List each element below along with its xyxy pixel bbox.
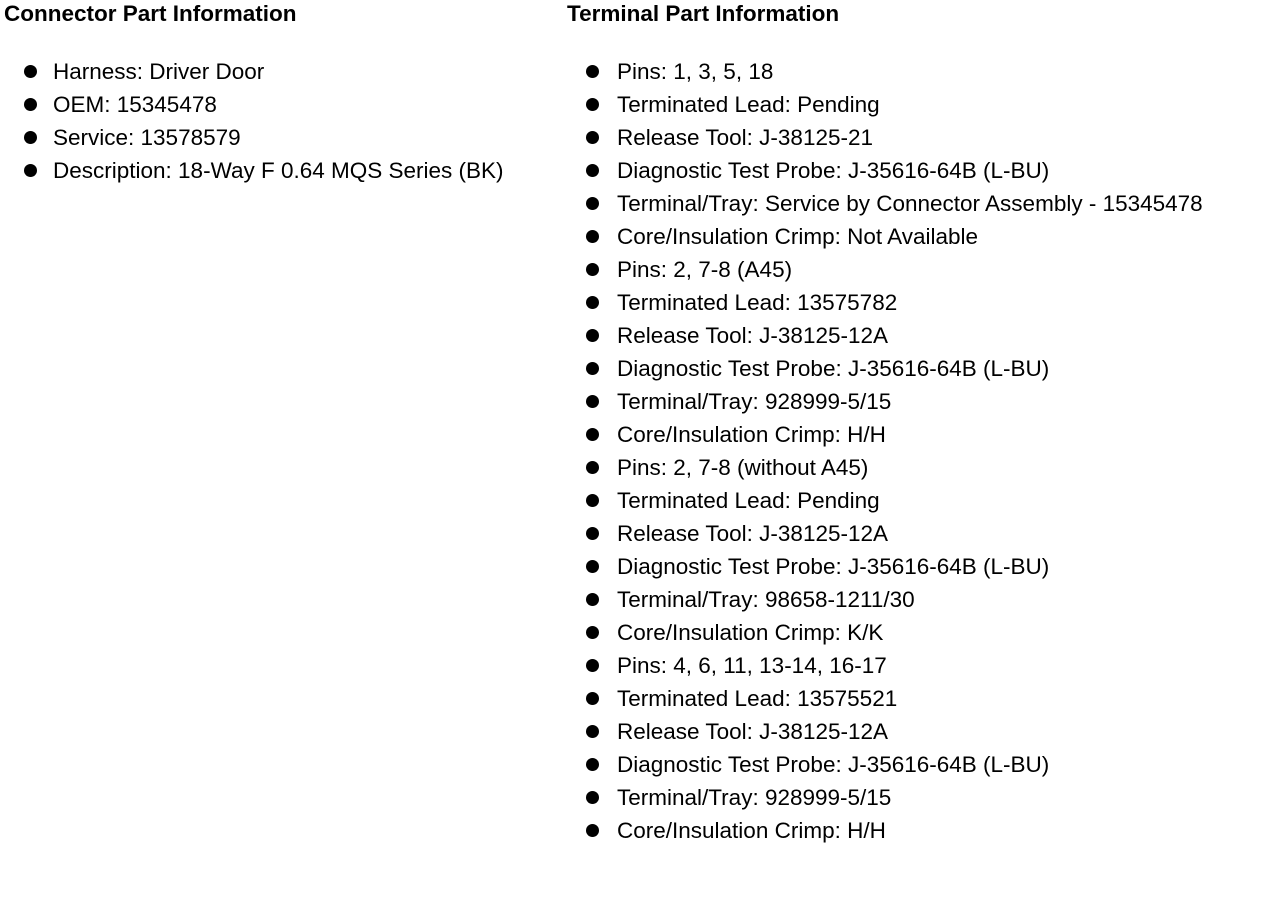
bullet-icon xyxy=(24,65,37,78)
bullet-icon xyxy=(586,98,599,111)
bullet-icon xyxy=(586,593,599,606)
list-item xyxy=(567,88,1277,121)
terminal-item-test-probe: Diagnostic Test Probe: J-35616-64B (L-BU) xyxy=(617,752,1050,777)
bullet-icon xyxy=(586,626,599,639)
list-item xyxy=(567,352,1277,385)
terminal-item-terminal-tray: Terminal/Tray: 928999-5/15 xyxy=(617,785,892,810)
list-item xyxy=(567,385,1277,418)
bullet-icon xyxy=(24,164,37,177)
terminal-item-release-tool: Release Tool: J-38125-12A xyxy=(617,719,889,744)
list-item xyxy=(567,682,1277,715)
terminal-item-crimp: Core/Insulation Crimp: H/H xyxy=(617,422,886,447)
list-item xyxy=(567,154,1277,187)
list-item xyxy=(567,517,1277,550)
bullet-icon xyxy=(586,494,599,507)
list-item xyxy=(567,253,1277,286)
list-item xyxy=(567,121,1277,154)
bullet-icon xyxy=(586,758,599,771)
connector-item-harness: Harness: Driver Door xyxy=(53,59,265,84)
terminal-item-release-tool: Release Tool: J-38125-12A xyxy=(617,323,889,348)
connector-item-oem: OEM: 15345478 xyxy=(53,92,217,117)
terminal-item-pins: Pins: 4, 6, 11, 13-14, 16-17 xyxy=(617,653,887,678)
bullet-icon xyxy=(586,659,599,672)
connector-item-service: Service: 13578579 xyxy=(53,125,241,150)
bullet-icon xyxy=(586,329,599,342)
terminal-item-crimp: Core/Insulation Crimp: Not Available xyxy=(617,224,979,249)
bullet-icon xyxy=(586,230,599,243)
connector-part-heading: Connector Part Information xyxy=(4,1,297,26)
bullet-icon xyxy=(586,395,599,408)
bullet-icon xyxy=(586,461,599,474)
terminal-group-2 xyxy=(567,253,1277,451)
list-item xyxy=(4,121,564,154)
terminal-item-pins: Pins: 1, 3, 5, 18 xyxy=(617,59,774,84)
list-item xyxy=(567,781,1277,814)
list-item xyxy=(567,55,1277,88)
bullet-icon xyxy=(586,131,599,144)
terminal-item-terminal-tray: Terminal/Tray: 98658-1211/30 xyxy=(617,587,915,612)
terminal-item-terminated-lead: Terminated Lead: Pending xyxy=(617,488,880,513)
terminal-item-terminal-tray: Terminal/Tray: Service by Connector Assembly - 15345478 xyxy=(617,191,1203,216)
terminal-item-release-tool: Release Tool: J-38125-21 xyxy=(617,125,874,150)
list-item xyxy=(4,154,564,187)
bullet-icon xyxy=(586,791,599,804)
list-item xyxy=(567,187,1277,220)
bullet-icon xyxy=(586,560,599,573)
terminal-item-crimp: Core/Insulation Crimp: H/H xyxy=(617,818,886,843)
connector-item-description: Description: 18-Way F 0.64 MQS Series (BK) xyxy=(53,158,504,183)
terminal-part-heading: Terminal Part Information xyxy=(567,1,840,26)
terminal-item-terminal-tray: Terminal/Tray: 928999-5/15 xyxy=(617,389,892,414)
bullet-icon xyxy=(586,527,599,540)
list-item xyxy=(567,616,1277,649)
list-item xyxy=(567,484,1277,517)
terminal-item-test-probe: Diagnostic Test Probe: J-35616-64B (L-BU) xyxy=(617,158,1050,183)
terminal-group-4 xyxy=(567,649,1277,847)
bullet-icon xyxy=(586,428,599,441)
list-item xyxy=(567,220,1277,253)
terminal-item-terminated-lead: Terminated Lead: 13575521 xyxy=(617,686,898,711)
terminal-item-test-probe: Diagnostic Test Probe: J-35616-64B (L-BU) xyxy=(617,356,1050,381)
terminal-item-pins: Pins: 2, 7-8 (without A45) xyxy=(617,455,869,480)
bullet-icon xyxy=(586,164,599,177)
list-item xyxy=(567,748,1277,781)
list-item xyxy=(567,286,1277,319)
terminal-group-1 xyxy=(567,55,1277,253)
list-item xyxy=(567,583,1277,616)
bullet-icon xyxy=(24,131,37,144)
terminal-item-release-tool: Release Tool: J-38125-12A xyxy=(617,521,889,546)
bullet-icon xyxy=(24,98,37,111)
bullet-icon xyxy=(586,296,599,309)
list-item xyxy=(567,550,1277,583)
list-item xyxy=(567,451,1277,484)
terminal-part-section xyxy=(567,0,1277,847)
list-item xyxy=(567,319,1277,352)
terminal-item-terminated-lead: Terminated Lead: Pending xyxy=(617,92,880,117)
list-item xyxy=(4,55,564,88)
bullet-icon xyxy=(586,362,599,375)
list-item xyxy=(567,814,1277,847)
bullet-icon xyxy=(586,725,599,738)
list-item xyxy=(567,418,1277,451)
bullet-icon xyxy=(586,692,599,705)
terminal-group-3 xyxy=(567,451,1277,649)
bullet-icon xyxy=(586,263,599,276)
connector-part-section xyxy=(4,0,564,187)
bullet-icon xyxy=(586,197,599,210)
bullet-icon xyxy=(586,824,599,837)
list-item xyxy=(567,649,1277,682)
connector-part-list xyxy=(4,55,564,187)
terminal-item-test-probe: Diagnostic Test Probe: J-35616-64B (L-BU) xyxy=(617,554,1050,579)
terminal-item-pins: Pins: 2, 7-8 (A45) xyxy=(617,257,793,282)
terminal-item-terminated-lead: Terminated Lead: 13575782 xyxy=(617,290,898,315)
list-item xyxy=(567,715,1277,748)
bullet-icon xyxy=(586,65,599,78)
list-item xyxy=(4,88,564,121)
terminal-item-crimp: Core/Insulation Crimp: K/K xyxy=(617,620,884,645)
